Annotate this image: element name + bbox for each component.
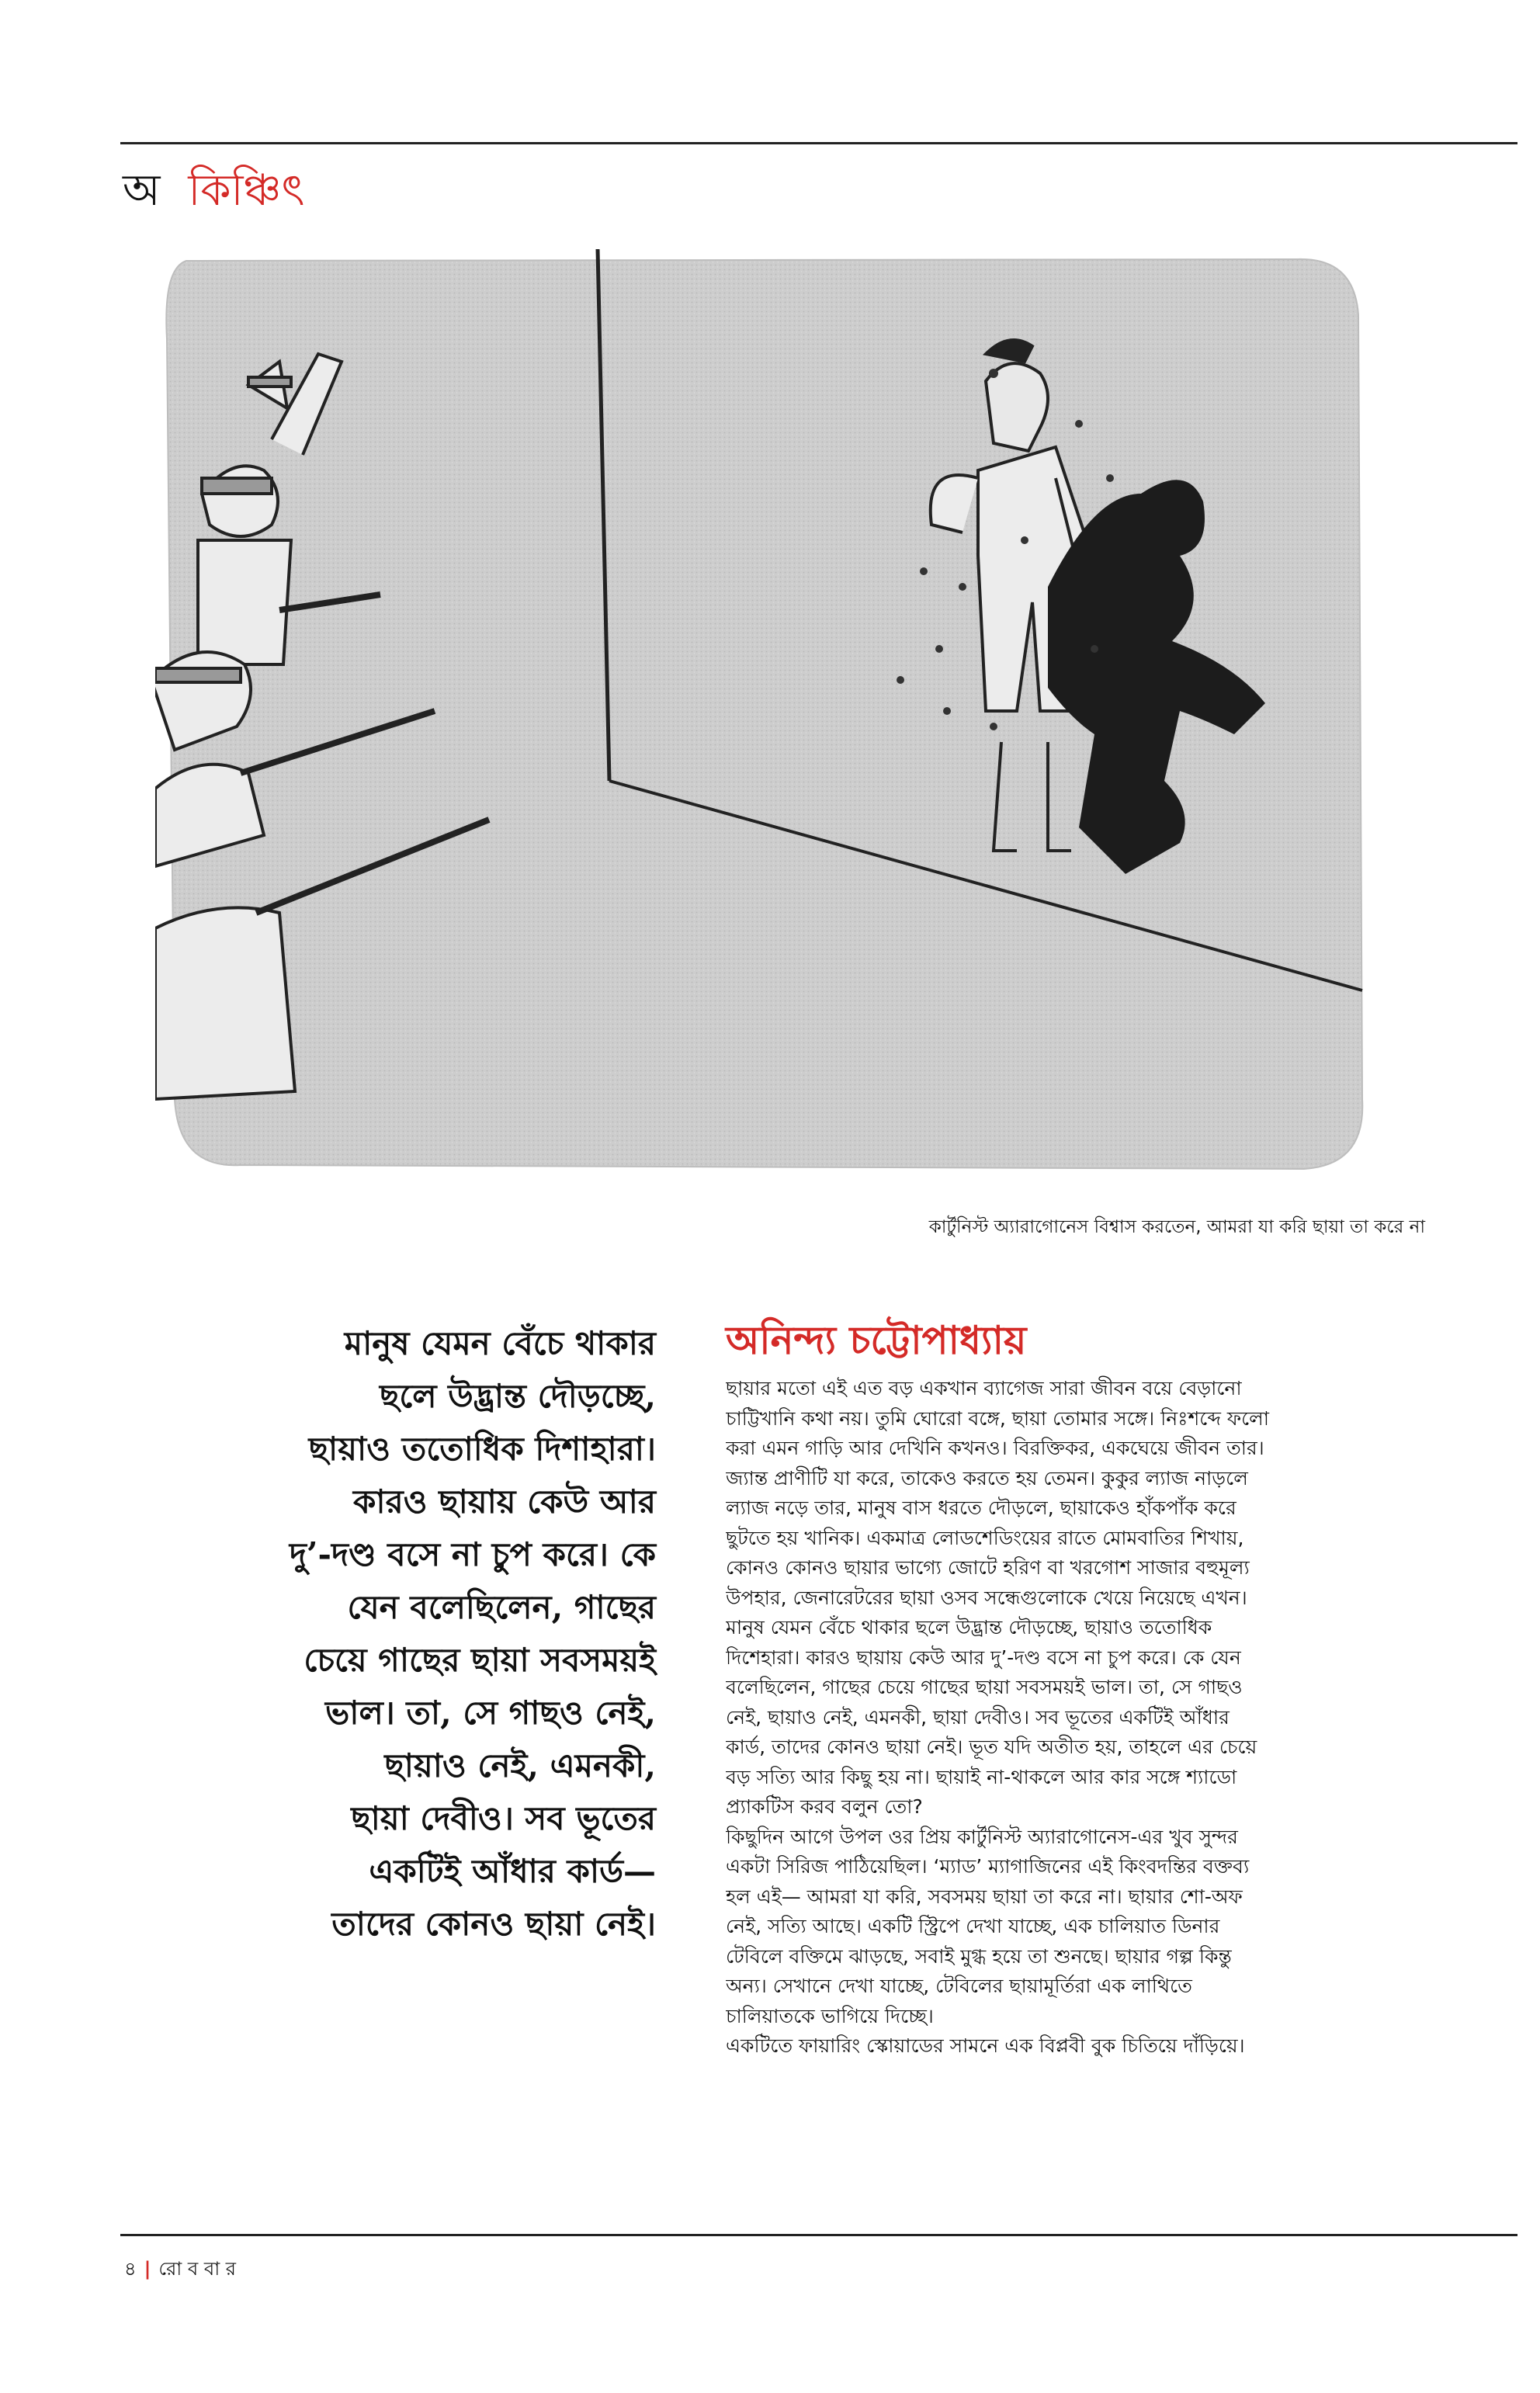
article-line: কার্ড, তাদের কোনও ছায়া নেই। ভূত যদি অতীত হয়, তাহলে এর চেয়ে: [726, 1736, 1257, 1758]
article-line: নেই, সত্যি আছে। একটি স্ট্রিপে দেখা যাচ্ছে, এক চালিয়াত ডিনার: [726, 1915, 1220, 1937]
section-header-title: কিঞ্চিৎ: [188, 165, 305, 216]
pull-quote-line: ভাল। তা, সে গাছও নেই,: [324, 1694, 656, 1732]
author-byline: অনিন্দ্য চট্টোপাধ্যায়: [726, 1317, 1027, 1363]
footer-separator: |: [144, 2258, 151, 2280]
pull-quote-line: দু’-দণ্ড বসে না চুপ করে। কে: [289, 1535, 656, 1573]
pull-quote-line: ছায়াও নেই, এমনকী,: [384, 1746, 656, 1784]
section-header: [123, 165, 305, 216]
article-line: নেই, ছায়াও নেই, এমনকী, ছায়া দেবীও। সব ভূতের একটিই আঁধার: [726, 1705, 1230, 1729]
article-body: [726, 1374, 1409, 2062]
article-line: বড় সত্যি আর কিছু হয় না। ছায়াই না-থাকলে আর কার সঙ্গে শ্যাডো: [726, 1765, 1237, 1788]
magazine-name: রো ব বা র: [158, 2258, 237, 2280]
article-line: দিশেহারা। কারও ছায়ায় কেউ আর দু’-দণ্ড বসে না চুপ করে। কে যেন: [726, 1646, 1241, 1669]
article-line: টেবিলে বক্তিমে ঝাড়ছে, সবাই মুগ্ধ হয়ে তা শুনছে। ছায়ার গল্প কিন্তু: [726, 1944, 1232, 1968]
bottom-rule: [120, 2234, 1517, 2236]
article-line: ল্যাজ নড়ে তার, মানুষ বাস ধরতে দৌড়লে, ছায়াকেও হাঁকপাঁক করে: [726, 1496, 1237, 1519]
pull-quote-line: যেন বলেছিলেন, গাছের: [347, 1588, 656, 1626]
pull-quote-line: ছায়া দেবীও। সব ভূতের: [351, 1799, 656, 1837]
article-line: একটিতে ফায়ারিং স্কোয়াডের সামনে এক বিপ্লবী বুক চিতিয়ে দাঁড়িয়ে।: [726, 2034, 1245, 2057]
article-line: মানুষ যেমন বেঁচে থাকার ছলে উদ্ভ্রান্ত দৌড়চ্ছে, ছায়াও ততোধিক: [726, 1616, 1212, 1639]
page-footer: [124, 2255, 236, 2286]
article-line: কোনও কোনও ছায়ার ভাগ্যে জোটে হরিণ বা খরগোশ সাজার বহুমূল্য: [726, 1556, 1250, 1579]
top-rule: [120, 142, 1517, 144]
pull-quote-line: একটিই আঁধার কার্ড—: [369, 1852, 656, 1890]
article-line: বলেছিলেন, গাছের চেয়ে গাছের ছায়া সবসময়ই ভাল। তা, সে গাছও: [726, 1676, 1243, 1698]
article-line: জ্যান্ত প্রাণীটি যা করে, তাকেও করতে হয় তেমন। কুকুর ল্যাজ নাড়লে: [726, 1466, 1248, 1490]
cartoon-background: [166, 259, 1362, 1169]
pull-quote-line: ছায়াও ততোধিক দিশাহারা।: [308, 1430, 656, 1468]
article-line: কিছুদিন আগে উপল ওর প্রিয় কার্টুনিস্ট অ্যারাগোনেস-এর খুব সুন্দর: [726, 1825, 1238, 1848]
pull-quote: [190, 1317, 656, 1951]
article-line: প্র্যাকটিস করব বলুন তো?: [726, 1795, 923, 1818]
pull-quote-line: কারও ছায়ায় কেউ আর: [353, 1483, 656, 1521]
figure-caption: কার্টুনিস্ট অ্যারাগোনেস বিশ্বাস করতেন, আমরা যা করি ছায়া তা করে না: [928, 1217, 1425, 1237]
article-line: করা এমন গাড়ি আর দেখিনি কখনও। বিরক্তিকর, একঘেয়ে জীবন তার।: [726, 1437, 1264, 1459]
article-line: হল এই— আমরা যা করি, সবসময় ছায়া তা করে না। ছায়ার শো-অফ: [726, 1885, 1243, 1908]
article-line: ছুটতে হয় খানিক। একমাত্র লোডশেডিংয়ের রাতে মোমবাতির শিখায়,: [726, 1526, 1244, 1549]
pull-quote-line: চেয়ে গাছের ছায়া সবসময়ই: [303, 1641, 656, 1679]
article-line: ছায়ার মতো এই এত বড় একখান ব্যাগেজ সারা জীবন বয়ে বেড়ানো: [726, 1377, 1242, 1399]
section-header-lead: অ: [123, 165, 161, 216]
article-line: উপহার, জেনারেটরের ছায়া ওসব সন্ধেগুলোকে খেয়ে নিয়েছে এখন।: [726, 1586, 1247, 1609]
article-line: চাট্টিখানি কথা নয়। তুমি ঘোরো বঙ্গে, ছায়া তোমার সঙ্গে। নিঃশব্দে ফলো: [726, 1406, 1270, 1430]
article-line: অন্য। সেখানে দেখা যাচ্ছে, টেবিলের ছায়ামূর্তিরা এক লাথিতে: [726, 1975, 1192, 1997]
article-line: একটা সিরিজ পাঠিয়েছিল। ‘ম্যাড’ ম্যাগাজিনের এই কিংবদন্তির বক্তব্য: [726, 1855, 1250, 1878]
cartoon-illustration: [155, 245, 1374, 1184]
page-number: ৪: [124, 2258, 137, 2280]
article-line: চালিয়াতকে ভাগিয়ে দিচ্ছে।: [726, 2004, 934, 2027]
pull-quote-line: তাদের কোনও ছায়া নেই।: [331, 1905, 656, 1943]
pull-quote-line: ছলে উদ্ভ্রান্ত দৌড়চ্ছে,: [379, 1377, 656, 1415]
pull-quote-line: মানুষ যেমন বেঁচে থাকার: [344, 1324, 656, 1362]
